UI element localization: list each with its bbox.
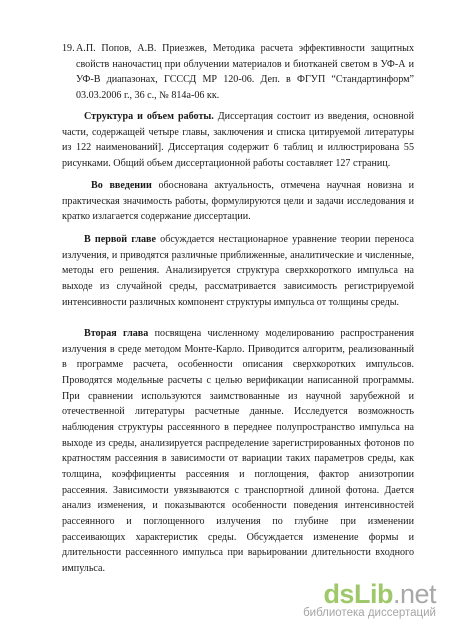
chapter2-heading: Вторая глава bbox=[84, 328, 149, 339]
dslib-watermark-logo bbox=[290, 579, 438, 623]
logo-wordmark bbox=[323, 579, 436, 610]
reference-text: А.П. Попов, А.В. Приезжев, Методика расчета эффективности защитных свойств наночастиц при облучении материалов и биотканей светом в УФ-А и УФ-В диапазонах, ГСССД МР 120-06. Деп. в ФГУП “Стандартинформ” 03.03.2006 г., 36 с., № 814а-06 кк. bbox=[76, 43, 414, 101]
logo-net: .net bbox=[392, 579, 436, 609]
intro-heading: Во введении bbox=[91, 180, 152, 191]
logo-tagline: библиотека диссертаций bbox=[303, 607, 436, 619]
logo-lib: Lib bbox=[353, 579, 393, 609]
paragraph-introduction bbox=[62, 178, 414, 225]
intro-text: обоснована актуальность, отмечена научная новизна и практическая значимость работы, формулируются цели и задачи исследования и кратко излагается содержание диссертации. bbox=[62, 180, 414, 223]
paragraph-chapter-2 bbox=[62, 326, 414, 577]
logo-ds: ds bbox=[323, 579, 354, 609]
structure-heading: Структура и объем работы. bbox=[84, 111, 214, 122]
chapter2-text: посвящена численному моделированию распространения излучения в среде методом Монте-Карло. Приводится алгоритм, реализованный в программе расчета, особенности описания сверхкоротких импульсов. Проводятся модельные расчеты с целью верификации написанной программы. При сравнении используются заимствованные из научной зарубежной и отечественной литературы расчетные данные. Исследуется возможность наблюдения структуры рассеянного в переднее полупространство импульса на выходе из среды, анализируется распределение зарегистрированных фотонов по кратностям рассеяния в зависимости от вариации таких параметров среды, как толщина, коэффициенты рассеяния и поглощения, фактор анизотропии рассеяния. Зависимости увязываются с транспортной длиной фотона. Дается анализ изменения, и показываются особенности поведения интенсивностей рассеянного и поглощенного излучения по глубине при изменении рассеивающих характеристик среды. Обсуждается изменение формы и длительности рассеянного импульса при варьировании длительности входного импульса. bbox=[62, 328, 414, 574]
paragraph-chapter-1 bbox=[62, 232, 414, 310]
reference-number: 19. bbox=[62, 43, 75, 54]
chapter1-text: обсуждается нестационарное уравнение теории переноса излучения, и приводятся различные приближенные, аналитические и численные, методы его решения. Анализируется структура сверхкороткого импульса на выходе из случайной среды, рассматривается зависимость регистрируемой интенсивности различных компонент структуры импульса от толщины среды. bbox=[62, 234, 414, 308]
structure-text: Диссертация состоит из введения, основной части, содержащей четыре главы, заключения и списка цитируемой литературы из 122 наименований]. Диссертация содержит 6 таблиц и иллюстрирована 55 рисунками. Общий объем диссертационной работы составляет 127 страниц. bbox=[62, 111, 414, 169]
paragraph-structure bbox=[62, 109, 414, 172]
reference-19 bbox=[62, 41, 414, 104]
chapter1-heading: В первой главе bbox=[84, 234, 156, 245]
